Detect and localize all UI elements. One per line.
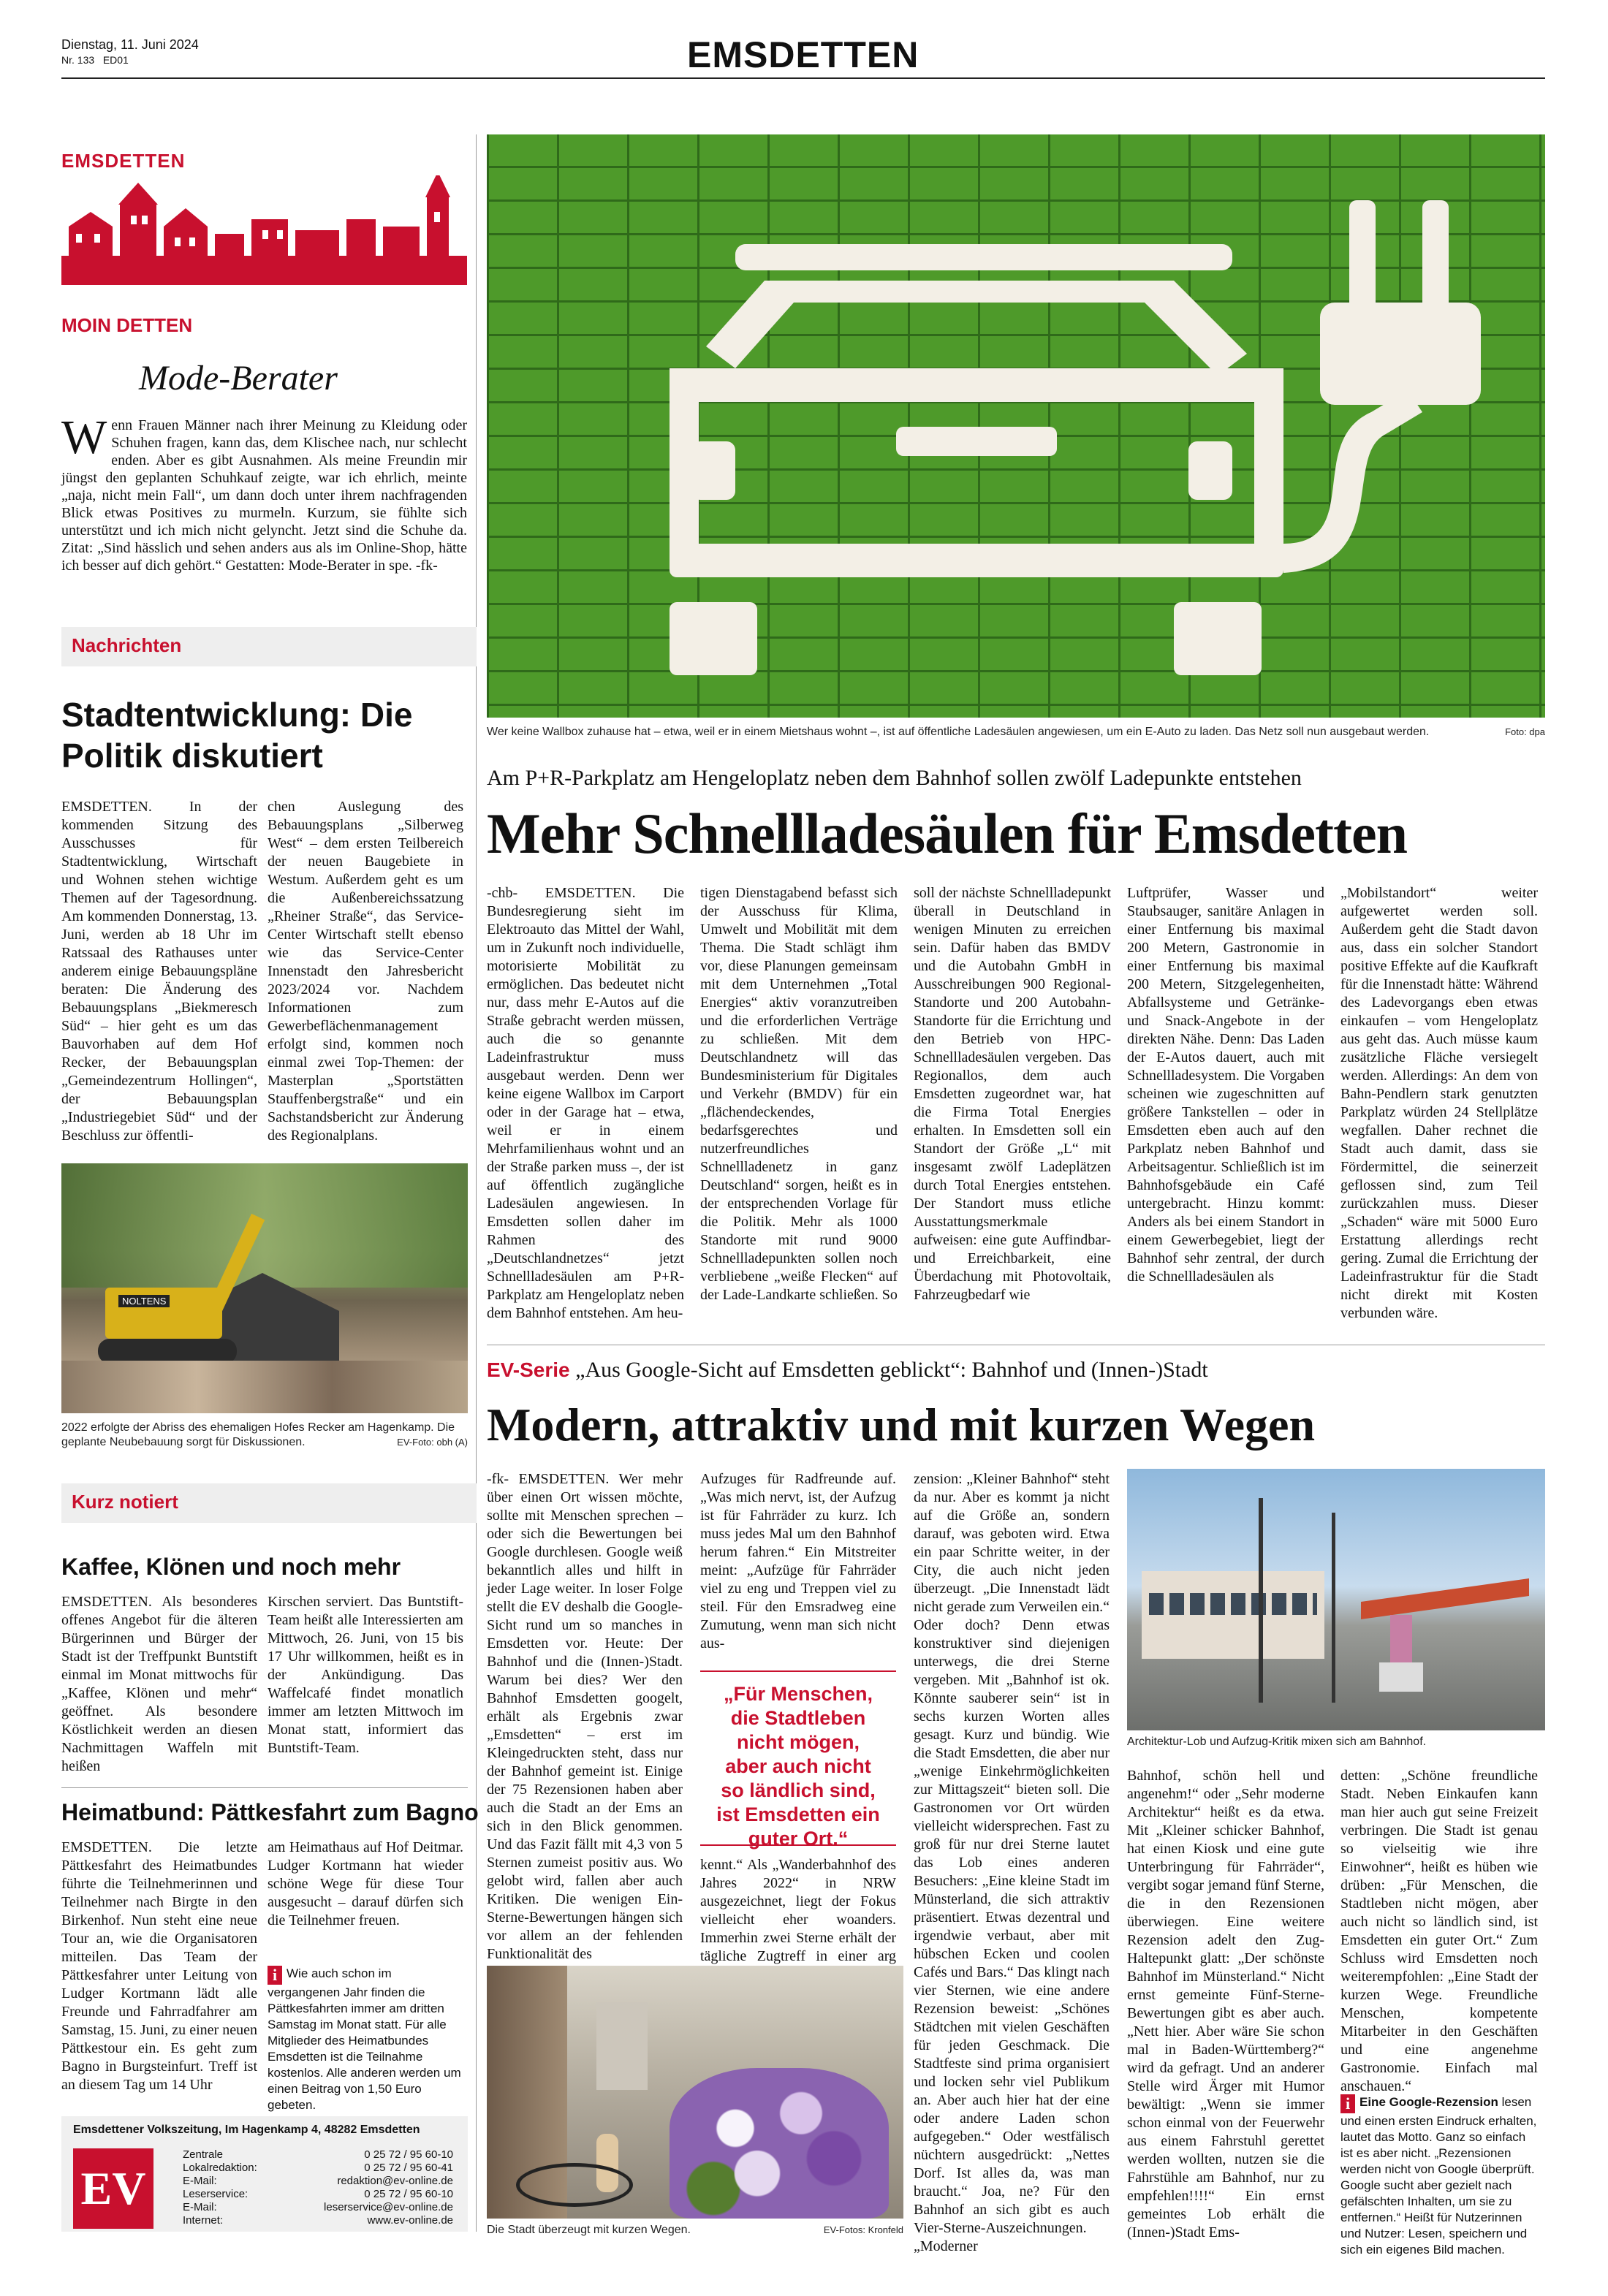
series-col-1: -fk- EMSDETTEN. Wer mehr über einen Ort wissen möchte, sollte mit Menschen sprechen – oder sich die Bewertungen bei Google durchlesen. Google weiß bekanntlich alles und hilft in jeder Lage weiter. In loser Folge stellt die EV deshalb die Google-Sicht rund um so manches in Emsdetten vor. Heute: Der Bahnhof und die (Innen-)Stadt. Warum bei dies? Wer den Bahnhof Emsdetten googelt, erhält als Ergebnis zwar „Emsdetten“ – erst im Kleingedruckten steht, dass nur der Bahnhof gemeint ist. Einige der 75 Rezensionen haben aber auch die Stadt an der Ems an sich in den Blick genommen. Und das Fazit fällt mit 4,3 von 5 Sternen zumeist positiv aus. Wo gelobt wird, fallen aber auch Kritiken. Die wenigen Ein-Sterne-Bewertungen hängen sich vor allem an der fehlenden Funktionalität des: [487, 1471, 683, 1962]
series-col-4: Bahnhof, schön hell und angenehm!“ oder „Sehr moderne Architektur“ heißt es da etwa. Mit „Kleiner schicker Bahnhof, hat einen Kiosk und eine gute Unterbringung für Fahrräder“, vergibt sogar jemand fünf Sterne, die in den Rezensionen überwiegen. Eine weitere Rezension adelt den Zug-Haltepunkt glatt: „Der schönste Bahnhof im Münsterland.“ Nicht ernst gemeinte Fünf-Sterne-Bewertungen gibt es aber auch. „Nett hier. Aber wäre Sie schon mal in Baden-Württemberg?“ wird da gefragt. Und an anderer Stelle wird Ärger mit Humor bewältigt: „Wenn sie immer schon einmal von der Feuerwehr aus einem Fahrstuhl gerettet werden wollten, nutzen sie die Fahrstühle am Bahnhof, nur zu empfehlen!!!!“ Ein ernst gemeintes Lob erhält die (Innen-)Stadt Ems-: [1127, 1768, 1324, 2240]
excavator-tracks: [98, 1339, 237, 1364]
info-icon: i: [268, 1966, 282, 1985]
contact-label: Lokalredaktion:: [183, 2162, 257, 2174]
ev-charging-icon: [487, 134, 1545, 718]
contact-label: Leserservice:: [183, 2188, 249, 2200]
kurz-col1: EMSDETTEN. Als besonderes offenes Angebot für die älteren Bürgerinnen und Bürger der Stadt ist der Treffpunkt Buntstift einmal im Monat mittwochs für „Kaffee, Klönen und mehr“ geöffnet. Als besondere Köstlichkeit werden an diesen Nachmittagen Waffeln mit heißen: [61, 1594, 257, 1774]
heimatbund-rule: [61, 1787, 468, 1788]
lamp-post: [1332, 1513, 1335, 1703]
lead-col-2: tigen Dienstagabend befasst sich der Ausschuss für Klima, Umwelt und Mobilität mit dem Thema. Die Stadt schlägt ihm vor, diese Planungen gemeinsam mit dem Unternehmen „Total Energies“ aktiv voranzutreiben und die erforderlichen Verträge zu schließen. Mit dem Deutschlandnetz will das Bundesministerium für Digitales und Verkehr (BMDV) für ein „flächendeckendes, bedarfsgerechtes und nutzerfreundliches Schnellladenetz in ganz Deutschland“ sorgen, heißt es in der entsprechenden Vorlage für die Politik. Mehr als 1000 Standorte mit rund 9000 Schnellladepunkten sollen noch verbliebene „weiße Flecken“ auf der Lade-Landkarte schließen. So: [700, 885, 898, 1303]
moin-text-block: [61, 411, 467, 574]
red-canopy: [1361, 1578, 1529, 1637]
footer-publisher: Emsdettener Volkszeitung, Im Hagenkamp 4, 48282 Emsdetten: [73, 2124, 420, 2136]
lamp-post: [1259, 1498, 1263, 1703]
nachrichten-caption: [61, 1421, 468, 1450]
contact-value[interactable]: leserservice@ev-online.de: [324, 2201, 453, 2213]
info-icon: i: [1340, 2094, 1355, 2113]
series-tag: EV-Serie: [487, 1358, 570, 1381]
station-windows: [1149, 1593, 1317, 1615]
heimatbund-info-text: Wie auch schon im vergangenen Jahr finden die Pättkesfahrten immer am dritten Samstag im Monat statt. Für alle Mitglieder des Heimatbundes Emsdetten ist die Teilnahme kostenlos. Alle anderen werden um einen Beitrag von 1,50 Euro gebeten.: [268, 1966, 461, 2112]
rubble: [61, 1361, 468, 1413]
statue-base: [1379, 1662, 1423, 1692]
contact-label: E-Mail:: [183, 2201, 217, 2213]
series-caption-left: [487, 2223, 903, 2238]
skyline-icon: [61, 175, 467, 307]
series-col-2b: kennt.“ Als „Wanderbahnhof des Jahres 2022“ in NRW ausgezeichnet, liegt der Fokus vielleicht eher woanders. Immerhin zwei Sterne erhält der tägliche Zugtreff in einer arg: [700, 1857, 896, 1964]
moin-kicker: EMSDETTEN: [61, 150, 186, 172]
contact-label: Internet:: [183, 2214, 224, 2227]
distant-building: [596, 2002, 648, 2090]
contact-value[interactable]: redaktion@ev-online.de: [337, 2175, 453, 2187]
issue-date: Dienstag, 11. Juni 2024: [61, 37, 199, 52]
lead-kicker: Am P+R-Parkplatz am Hengeloplatz neben dem Bahnhof sollen zwölf Ladepunkte entstehen: [487, 766, 1302, 790]
moin-tag: MOIN DETTEN: [61, 314, 193, 336]
heimatbund-col2: am Heimathaus auf Hof Deitmar. Ludger Kortmann hat wieder schöne Wege für diese Tour ausgesucht – darauf dürfen sich die Teilnehmer freuen.: [268, 1839, 463, 1928]
moin-dropcap: W: [61, 411, 107, 464]
heimatbund-info: [268, 1966, 463, 2113]
kurz-headline: Kaffee, Klönen und noch mehr: [61, 1554, 401, 1580]
contact-value: 0 25 72 / 95 60-41: [364, 2162, 453, 2174]
lead-caption-text: Wer keine Wallbox zuhause hat – etwa, weil er in einem Mietshaus wohnt –, ist auf öffentliche Ladesäulen angewiesen, um ein E-Auto zu laden. Das Netz soll nun ausgebaut werden.: [487, 726, 1430, 738]
series-kicker-line: [487, 1358, 1208, 1383]
header-rule: [61, 77, 1545, 79]
issue-number: [61, 54, 129, 66]
bicycle-wheel: [516, 2163, 633, 2207]
lead-col-1: -chb- EMSDETTEN. Die Bundesregierung sieht im Elektroauto das Mittel der Wahl, um in Zukunft noch individuelle, motorisierte Mobilität zu ermöglichen. Das bedeutet nicht nur, dass mehr E-Autos auf die Straße gebracht werden müssen, auch die so genannte Ladeinfrastruktur muss ausgebaut werden. Denn wer keine eigene Wallbox im Carport oder in der Garage hat – etwa, weil er in einem Mehrfamilienhaus wohnt und an der Straße parken muss –, der ist auf öffentlich zugängliche Ladesäulen angewiesen. In Emsdetten sollen daher im Rahmen des „Deutschlandnetzes“ jetzt Schnellladesäulen am P+R-Parkplatz am Hengeloplatz neben dem Bahnhof entstehen. Am heu-: [487, 885, 684, 1321]
heimatbund-headline: Heimatbund: Pättkesfahrt zum Bagno: [61, 1799, 479, 1825]
contact-row: [183, 2148, 453, 2162]
contact-label: E-Mail:: [183, 2175, 217, 2187]
nachrichten-credit: EV-Foto: obh (A): [397, 1437, 468, 1448]
demolition-photo: [61, 1163, 468, 1413]
lead-col-3: soll der nächste Schnellladepunkt überall in Deutschland in wenigen Minuten zu erreichen sein. Dafür haben das BMDV und die Autobahn GmbH in Ausschreibungen 900 Regional-Standorte und 200 Autobahn-Standorte für die Errichtung und den Betrieb von HPC-Schnellladesäulen vergeben. Das Regionallos, dem auch Emsdetten zugeordnet war, hat die Firma Total Energies erhalten. In Emsdetten soll ein Standort der Größe „L“ mit insgesamt zwölf Ladeplätzen durch Total Energies entstehen. Der Standort muss etliche Ausstattungsmerkmale aufweisen: eine gute Auffindbar- und Erreichbarkeit, eine Überdachung mit Photovoltaik, Fahrzeugbedarf wie: [914, 885, 1111, 1303]
series-info-title: Eine Google-Rezension: [1359, 2095, 1498, 2109]
nachrichten-caption-text: 2022 erfolgte der Abriss des ehemaligen Hofes Recker am Hagenkamp. Die geplante Neubebauung sorgt für Diskussionen.: [61, 1421, 455, 1448]
contact-row: [183, 2188, 453, 2201]
heimatbund-col1: EMSDETTEN. Die letzte Pättkesfahrt des Heimatbundes führte die Teilnehmerinnen und Teilnehmer nach Birgte in den Birkenhof. Nun steht eine neue Tour an, wie die Organisatoren mitteilen. Das Team der Pättkesfahrer unter Leitung von Ludger Kortmann lädt alle Freunde und Fahrradfahrer am Samstag, 15. Juni, zu einer neuen Pättkestour ein. Es geht zum Bagno in Burgsteinfurt. Treff ist an diesem Tag um 14 Uhr: [61, 1839, 257, 2093]
series-quote: „Für Menschen, die Stadtleben nicht mögen, aber auch nicht so ländlich sind, ist Emsdetten ein guter Ort.“: [716, 1683, 880, 1850]
contact-row: [183, 2162, 453, 2175]
nachrichten-col1: EMSDETTEN. In der kommenden Sitzung des Ausschusses für Stadtentwicklung, Wirtschaft und Wohnen stehen wichtige Themen auf der Tagesordnung. Am kommenden Donnerstag, 13. Juni, werden ab 18 Uhr im Ratssaal des Rathauses unter anderem einige Bebauungspläne beraten: Die Änderung des Bebauungsplans „Biekmeresch Süd“ – hier geht es um das Bauvorhaben auf dem Hof Recker, der Bebauungsplan „Gemeindezentrum Hollingen“, der Bebauungsplan „Industriegebiet Süd“ und der Beschluss zur öffentli-: [61, 799, 257, 1144]
series-info: [1340, 2094, 1538, 2258]
series-headline: Modern, attraktiv und mit kurzen Wegen: [487, 1399, 1316, 1451]
series-quote-box: [700, 1670, 896, 1850]
contact-value: 0 25 72 / 95 60-10: [364, 2188, 453, 2200]
station-building: [1142, 1571, 1324, 1659]
series-col-2: Aufzuges für Radfreunde auf. „Was mich nervt, ist, der Aufzug ist für Fahrräder zu kurz. Ich muss jedes Mal um den Bahnhof herum fahren.“ Ein Mitstreiter meint: „Aufzüge für Fahrräder viel zu eng und Treppen viel zu steil. Für den Emsradweg eine Zumutung, wenn man sich nicht aus-: [700, 1471, 896, 1651]
series-col-3: zension: „Kleiner Bahnhof“ steht da nur. Aber es kommt ja nicht auf die Größe an, sondern darauf, was geboten wird. Etwa ein paar Schritte weiter, in der City, die auch nicht jeden überzeugt. „Die Innenstadt lädt nicht gerade zum Verweilen ein.“ Oder doch? Denn etwas konstruktiver sind diejenigen unterwegs, die drei Sterne vergeben. Mit „Bahnhof ist ok. Könnte sauberer sein“ ist in sechs kurzen Worten alles gesagt. Kurz und bündig. Wie die Stadt Emsdetten, die aber nur „wenige Einkehrmöglichkeiten zur Mittagszeit“ bieten soll. Die Gastronomen vor Ort würden vielleicht widersprechen. Fast zu groß für nur drei Sterne lautet das Lob eines anderen Besuchers: „Eine kleine Stadt im Münsterland, die sich attraktiv präsentiert. Etwas dezentral und irgendwie verbaut, aber mit hübschen Ecken und coolen Cafés und Bars.“ Das klingt nach vier Sternen, wie eine andere Rezension beweist: „Schönes Städtchen mit vielen Geschäften für jeden Geschmack. Die Stadtfeste sind prima organisiert und locken sehr viel Publikum an. Aber auch hier hat der eine oder andere Laden schon aufgegeben.“ Oder westfälisch nüchtern ausgedrückt: „Nettes Dorf. Ist alles da, was man braucht.“ Joa, ne? Für den Bahnhof an sich gibt es auch Vier-Sterne-Auszeichnungen. „Moderner: [914, 1471, 1110, 2254]
kurz-tag: Kurz notiert: [72, 1491, 178, 1513]
kurz-col2: Kirschen serviert. Das Buntstift-Team heißt alle Interessierten am Mittwoch, 26. Juni, von 15 bis 17 Uhr willkommen, heißt es in der Ankündigung. Das Waffelcafé findet monatlich immer am letzten Mittwoch im Monat statt, informiert das Buntstift-Team.: [268, 1594, 463, 1756]
moin-text: enn Frauen Männer nach ihrer Meinung zu Kleidung oder Schuhen fragen, kann das, dem Klischee nach, nur schlecht enden. Aber es gibt Ausnahmen. Als meine Freundin mir jüngst den geplanten Schuhkauf zeigte, war ich ehrlich, meinte „naja, nicht mein Fall“, um dann doch unter ihrem nachfragenden Blick etwas Positives zu murmeln. Kurzum, sie fühlte sich unterstützt und ich mich nicht gelyncht. Jetzt sind die Schuhe da. Zitat: „Sind hässlich und sehen anders aus als im Online-Shop, hätte ich besser auf dich gehört.“ Gestatten: Mode-Berater in spe. -fk-: [61, 417, 467, 574]
lead-credit: Foto: dpa: [1505, 726, 1545, 737]
series-info-text: lesen und einen ersten Eindruck erhalten, lautet das Motto. Ganz so einfach ist es aber nicht. „Rezensionen werden nicht von Google überprüft. Google sucht aber gezielt nach gefälschten Inhalten, um sie zu entfernen.“ Heißt für Nutzerinnen und Nutzer: Lesen, speichern und sich ein eigenes Bild machen.: [1340, 2095, 1537, 2257]
lead-headline: Mehr Schnellladesäulen für Emsdetten: [487, 802, 1407, 865]
lead-col-5: „Mobilstandort“ weiter aufgewertet werden soll. Außerdem geht die Stadt davon aus, dass ein solcher Standort positive Effekte auf die Kaufkraft für die Innenstadt hätte: Während des Ladevorgangs eben etwas einkaufen – vom Hengeloplatz aus geht das. Auch müsse kaum zusätzliche Fläche versiegelt werden. Allerdings: An dem von Bahn-Pendlern stark genutzten Parkplatz würden 24 Stellplätze wegfallen. Daher rechnet die Stadt auch damit, dass sie Fördermittel, die seinerzeit geflossen sind, zum Teil zurückzahlen muss. Dieser „Schaden“ wäre mit 5000 Euro Erstattung allerdings recht gering. Zumal die Errichtung der Ladeinfrastruktur für die Stadt nicht direkt mit Kosten verbunden wäre.: [1340, 885, 1538, 1321]
edition-code: ED01: [102, 54, 129, 66]
lead-caption: [487, 725, 1545, 740]
moin-title: Mode-Berater: [139, 359, 338, 398]
contact-row: [183, 2175, 453, 2188]
lead-col-4: Luftprüfer, Wasser und Staubsauger, sanitäre Anlagen in einer Entfernung bis maximal 200 Metern, Gastronomie in einer Entfernung bis maximal 200 Metern, Sitzgelegenheiten, Abfallsysteme und Getränke- und Snack-Angebote in der direkten Nähe. Denn: Das Laden der E-Autos dauert, auch mit Schnellladesystem. Die Vorgaben scheinen wie zugeschnitten auf größere Tankstellen – oder in Emsdetten eben auch auf den Parkplatz neben Bahnhof und Arbeitsagentur. Schließlich ist im Bahnhofsgebäude ein Café untergebracht. Hinzu kommt: Anders als bei einem Standort in einem Gewerbegebiet, liegt der Bahnhof sehr zentral, der durch die Schnellladesäulen als: [1127, 885, 1324, 1285]
nachrichten-col2: chen Auslegung des Bebauungsplans „Silberweg West“ – dem ersten Teilbereich der neuen Baugebiete in Westum. Außerdem geht es um die Außenbereichssatzung „Rheiner Straße“, das Service-Center Wirtschaft stellt ebenso wie das Service-Center Innenstadt den Jahresbericht 2023/2024 vor. Nachdem Informationen zum Gewerbeflächenmanagement erfolgt sind, kommen noch einmal zwei Top-Themen: der Masterplan „Sportstätten Stauffenbergstraße“ und ein Sachstandsbericht zur Änderung des Regionalplans.: [268, 799, 463, 1144]
nachrichten-headline: Stadtentwicklung: Die Politik diskutiert: [61, 696, 413, 775]
section-title: EMSDETTEN: [687, 34, 919, 75]
nachrichten-tag: Nachrichten: [72, 634, 182, 656]
series-col-5: detten: „Schöne freundliche Stadt. Neben Einkaufen kann man hier auch gut seine Freizeit verbringen. Die Stadt ist genau so vielseitig wie ihre Einwohner“, heißt es hüben wie drüben: „Für Menschen, die Stadtleben nicht mögen, aber auch nicht so ländlich sind, ist Emsdetten ein guter Ort.“ Zum Schluss wird Emsdetten noch weiterempfohlen: „Eine Stadt der kurzen Wege. Freundliche Menschen, kompetente Mitarbeiter in den Geschäften und eine angenehme Gastronomie. Einfach mal anschauen.“: [1340, 1768, 1538, 2094]
statue: [1390, 1615, 1412, 1666]
lead-photo: [487, 134, 1545, 718]
series-credit: EV-Fotos: Kronfeld: [823, 2224, 903, 2235]
flower-planter: [670, 2068, 889, 2219]
contact-row: [183, 2201, 453, 2214]
street-photo: [487, 1966, 903, 2219]
issue-nr: Nr. 133: [61, 54, 95, 66]
series-caption-left-text: Die Stadt überzeugt mit kurzen Wegen.: [487, 2224, 691, 2236]
contact-row: [183, 2214, 453, 2227]
trees-backdrop: [61, 1163, 468, 1288]
footer-contacts: [183, 2148, 453, 2227]
ev-logo: EV: [73, 2148, 153, 2229]
contact-label: Zentrale: [183, 2148, 224, 2161]
series-caption-right: Architektur-Lob und Aufzug-Kritik mixen sich am Bahnhof.: [1127, 1736, 1427, 1748]
contact-value[interactable]: www.ev-online.de: [367, 2214, 453, 2227]
station-photo: [1127, 1469, 1545, 1730]
contact-value: 0 25 72 / 95 60-10: [364, 2148, 453, 2161]
excavator-label: NOLTENS: [118, 1295, 170, 1307]
series-kicker: „Aus Google-Sicht auf Emsdetten geblickt“: Bahnhof und (Innen-)Stadt: [575, 1358, 1208, 1382]
